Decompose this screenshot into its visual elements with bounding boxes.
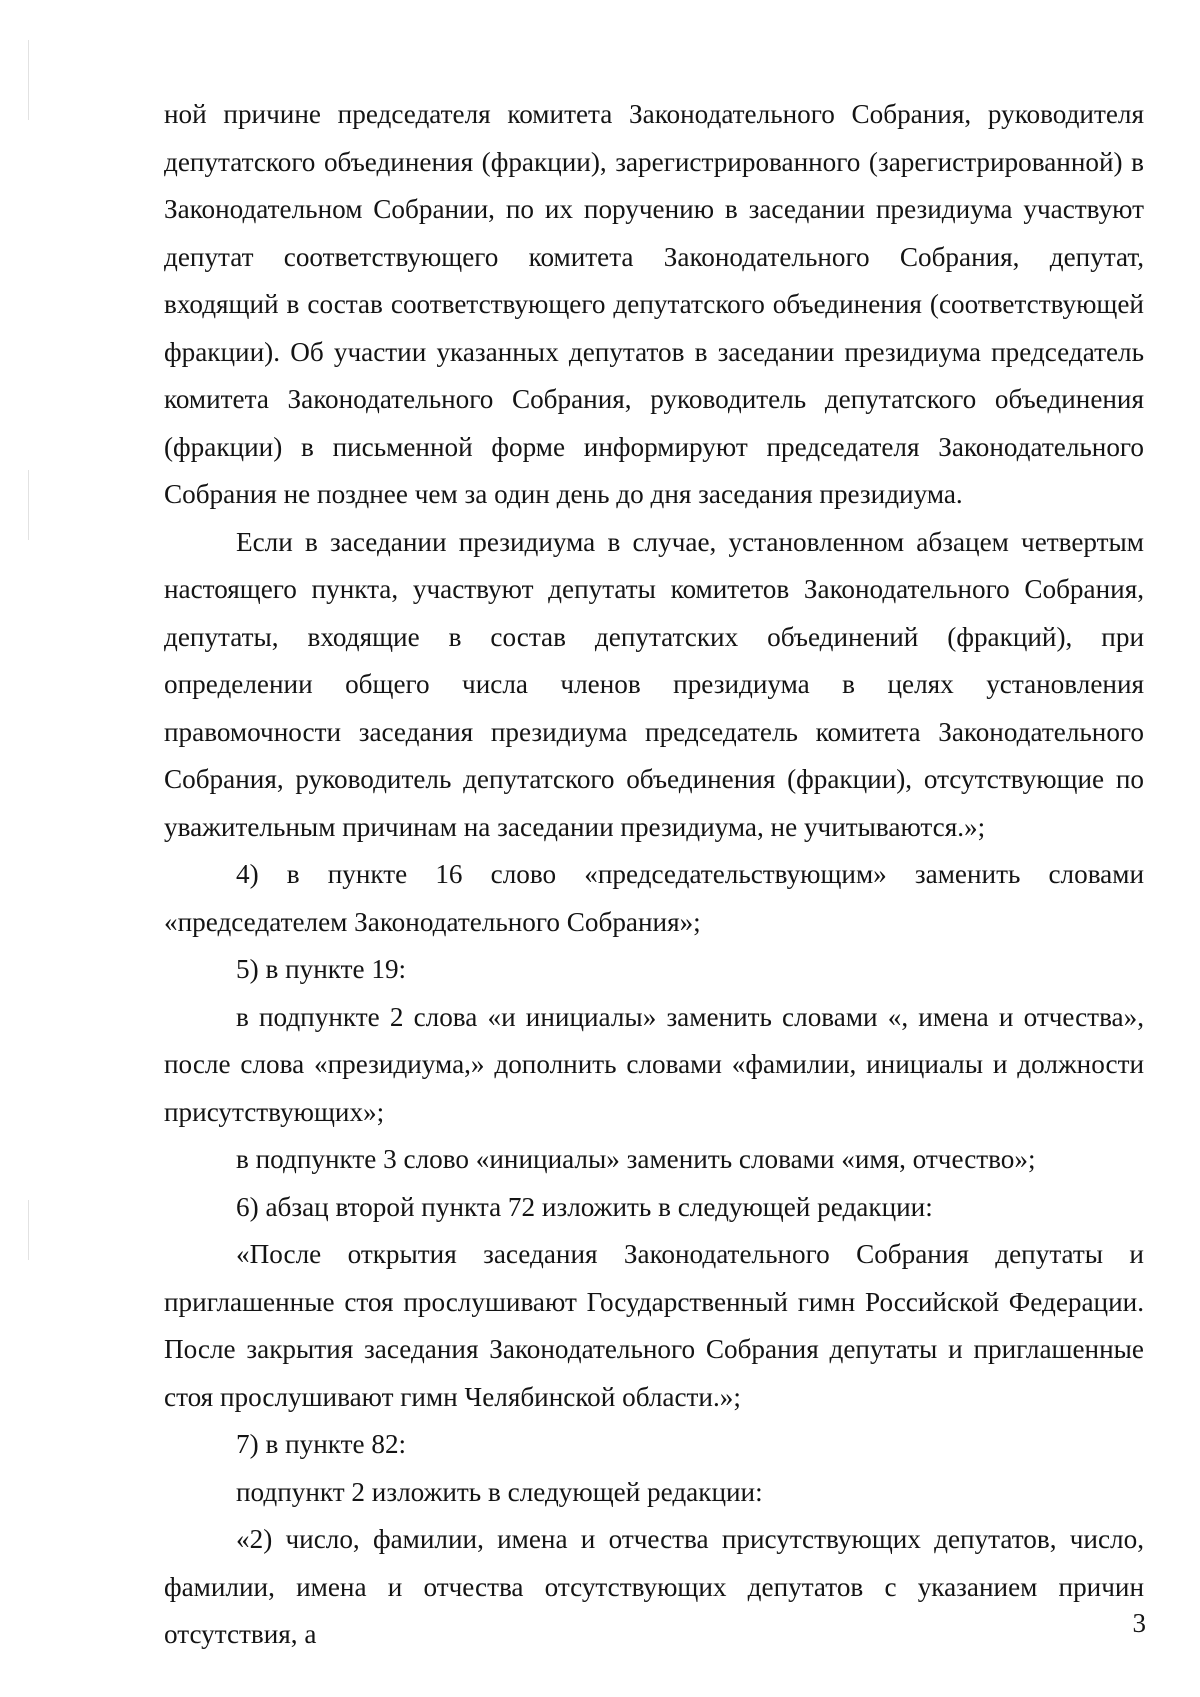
paragraph: Если в заседании президиума в случае, установленном абзацем четвертым настоящего пункта, участвуют депутаты комитетов Законодательного Собрания, депутаты, входящие в состав депутатских объединений (фракций), при определении общего числа членов президиума в целях установления правомочности заседания президиума председатель комитета Законодательного Собрания, руководитель депутатского объединения (фракции), отсутствующие по уважительным причинам на заседании президиума, не учитываются.»; [164,526,1144,842]
paragraph: 7) в пункте 82: [236,1429,407,1459]
paragraph: 5) в пункте 19: [236,954,407,984]
paragraph: «После открытия заседания Законодательного Собрания депутаты и приглашенные стоя прослушивают Государственный гимн Российской Федерации. После закрытия заседания Законодательного Собрания депутаты и приглашенные стоя прослушивают гимн Челябинской области.»; [164,1239,1144,1412]
paragraph-continuation: ной причине председателя комитета Законодательного Собрания, руководителя депутатского объединения (фракции), зарегистрированного (зарегистрированной) в Законодательном Собрании, по их поручению в заседании президиума участвуют депутат соответствующего комитета Законодательного Собрания, депутат, входящий в состав соответствующего депутатского объединения (соответствующей фракции). Об участии указанных депутатов в заседании президиума председатель комитета Законодательного Собрания, руководитель депутатского объединения (фракции) в письменной форме информируют председателя Законодательного Собрания не позднее чем за один день до дня заседания президиума. [164,99,1144,509]
paragraph: в подпункте 2 слова «и инициалы» заменить словами «, имена и отчества», после слова «президиума,» дополнить словами «фамилии, инициалы и должности присутствующих»; [164,1001,1144,1127]
paragraph: «2) число, фамилии, имена и отчества присутствующих депутатов, число, фамилии, имена и отчества отсутствующих депутатов с указанием причин отсутствия, а [164,1524,1144,1649]
paragraph: в подпункте 3 слово «инициалы» заменить словами «имя, отчество»; [236,1144,1036,1174]
paragraph: 4) в пункте 16 слово «председательствующим» заменить словами «председателем Законодательного Собрания»; [164,859,1144,937]
page-number: 3 [1132,1608,1146,1638]
paragraph: подпункт 2 изложить в следующей редакции: [236,1476,763,1507]
paragraph: 6) абзац второй пункта 72 изложить в следующей редакции: [236,1191,933,1222]
document-body [164,91,1144,1659]
scan-edge-mark [28,470,29,540]
scan-edge-mark [28,40,29,120]
scan-edge-mark [28,1200,29,1260]
